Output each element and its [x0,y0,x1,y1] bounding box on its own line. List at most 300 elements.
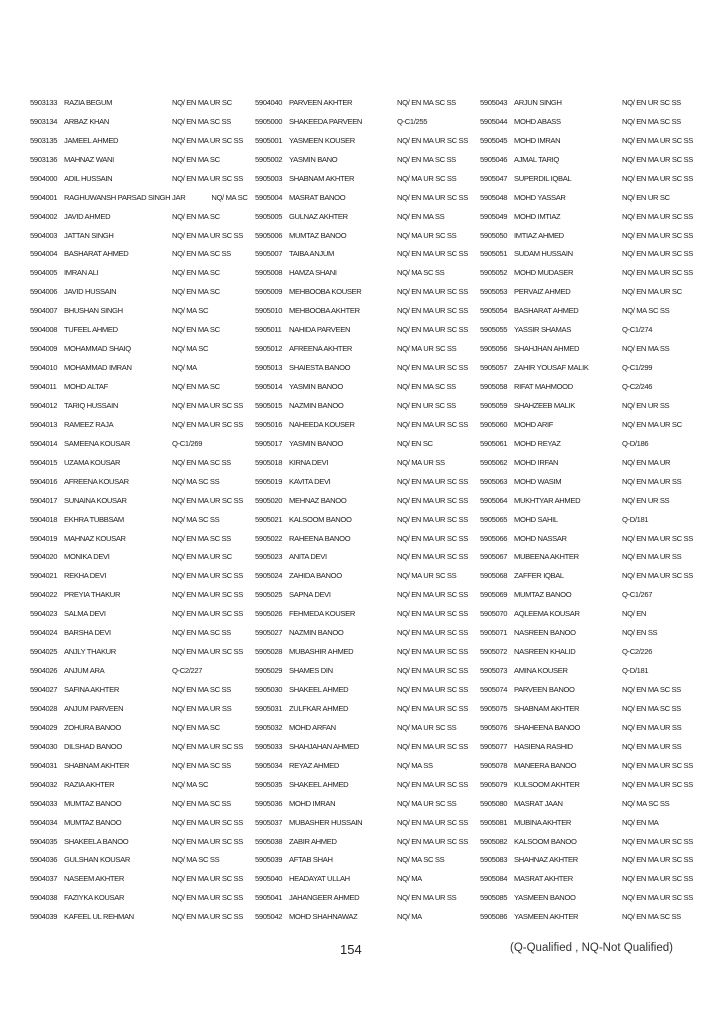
table-row [255,718,480,737]
result-column-2 [255,93,480,926]
table-row [30,510,255,529]
roll-number: 5904001 [30,192,58,202]
result-status: NQ/ EN MA UR SC SS [172,647,243,657]
candidate-name: KULSOOM AKHTER [514,779,580,789]
table-row [30,415,255,434]
result-status: NQ/ EN MA UR [622,457,671,467]
result-status: NQ/ EN MA UR SC SS [622,211,693,221]
roll-number: 5905050 [480,230,508,240]
candidate-name: MUMTAZ BANOO [289,230,347,240]
candidate-name: SHAKEEL AHMED [289,779,349,789]
candidate-name: KALSOOM BANOO [514,836,577,846]
roll-number: 5903134 [30,116,58,126]
table-row [255,93,480,112]
table-row [255,832,480,851]
result-status: NQ/ EN MA UR SC SS [622,836,693,846]
roll-number: 5905031 [255,703,283,713]
candidate-name: HEADAYAT ULLAH [289,874,350,884]
candidate-name: DILSHAD BANOO [64,741,122,751]
result-status: NQ/ EN MA UR SC SS [397,590,468,600]
roll-number: 5904011 [30,382,57,392]
table-row [480,794,705,813]
table-row [30,604,255,623]
candidate-name: MOHD ABASS [514,116,561,126]
table-row [255,263,480,282]
table-row [30,775,255,794]
result-status: NQ/ EN MA UR SC SS [172,874,243,884]
roll-number: 5905073 [480,666,508,676]
roll-number: 5903133 [30,97,58,107]
table-row [30,718,255,737]
result-status: NQ/ EN MA SC [172,154,220,164]
table-row [30,566,255,585]
result-status: NQ/ EN MA UR SS [397,893,457,903]
candidate-name: ANJUM ARA [64,666,105,676]
roll-number: 5904018 [30,514,58,524]
candidate-name: TARIQ HUSSAIN [64,400,118,410]
candidate-name: NASREEN KHALID [514,647,576,657]
roll-number: 5904031 [30,760,58,770]
table-row [30,680,255,699]
result-status: Q-D/181 [622,666,649,676]
result-status: NQ/ EN MA UR SC SS [622,533,693,543]
candidate-name: UZAMA KOUSAR [64,457,121,467]
result-status: NQ/ MA UR SC SS [397,722,457,732]
result-status: NQ/ EN MA UR SC SS [172,419,243,429]
result-status: NQ/ EN MA UR SC SS [397,192,468,202]
table-row [480,396,705,415]
table-row [30,869,255,888]
candidate-name: PARVEEN AKHTER [289,97,353,107]
roll-number: 5903135 [30,135,58,145]
result-status: NQ/ EN MA UR SC SS [622,249,693,259]
roll-number: 5905075 [480,703,508,713]
roll-number: 5904039 [30,912,58,922]
result-status: NQ/ MA [397,874,422,884]
result-status: NQ/ EN MA UR SC SS [172,173,243,183]
roll-number: 5904027 [30,685,58,695]
result-status: NQ/ EN MA UR SC SS [172,571,243,581]
result-status: NQ/ EN MA SC SS [172,116,231,126]
table-row [480,566,705,585]
candidate-name: SHAHNAZ AKHTER [514,855,578,865]
candidate-name: MUMTAZ BANOO [64,817,122,827]
table-row [255,453,480,472]
result-status: NQ/ EN MA SC SS [622,912,681,922]
table-row [255,888,480,907]
roll-number: 5905019 [255,476,283,486]
roll-number: 5905040 [255,874,283,884]
table-row [255,585,480,604]
roll-number: 5904020 [30,552,58,562]
candidate-name: FAZIYKA KOUSAR [64,893,125,903]
table-row [480,282,705,301]
result-status: NQ/ MA UR SS [397,457,445,467]
table-row [30,377,255,396]
roll-number: 5905058 [480,382,508,392]
roll-number: 5905074 [480,685,508,695]
roll-number: 5905035 [255,779,283,789]
result-status: Q-C2/246 [622,382,653,392]
roll-number: 5905061 [480,438,508,448]
candidate-name: ANJUM PARVEEN [64,703,124,713]
result-status: NQ/ EN MA UR SC SS [622,874,693,884]
roll-number: 5905046 [480,154,508,164]
result-status: NQ/ EN MA UR SC SS [622,571,693,581]
table-row [480,813,705,832]
table-row [255,566,480,585]
result-status: NQ/ EN MA UR SS [622,741,682,751]
candidate-name: YASSIR SHAMAS [514,325,571,335]
table-row [480,604,705,623]
result-status: NQ/ EN MA UR SC SS [397,135,468,145]
result-status: NQ/ EN MA UR SC SS [397,325,468,335]
result-status: NQ/ EN MA UR SC SS [397,609,468,619]
result-status: NQ/ EN MA UR SS [172,703,232,713]
result-column-3 [480,93,705,926]
candidate-name: BASHARAT AHMED [514,306,579,316]
candidate-name: MASRAT JAAN [514,798,563,808]
result-status: NQ/ EN MA UR SC SS [397,703,468,713]
roll-number: 5905025 [255,590,283,600]
result-status: NQ/ EN SC [397,438,433,448]
candidate-name: MOHD ALTAF [64,382,108,392]
roll-number: 5905044 [480,116,508,126]
candidate-name: AMINA KOUSER [514,666,568,676]
candidate-name: EKHRA TUBBSAM [64,514,124,524]
candidate-name: MOHD WASIM [514,476,562,486]
candidate-name: SHAMES DIN [289,666,333,676]
roll-number: 5905029 [255,666,283,676]
candidate-name: MEHBOOBA AKHTER [289,306,360,316]
roll-number: 5904028 [30,703,58,713]
candidate-name: ZAFFER IQBAL [514,571,564,581]
roll-number: 5904007 [30,306,58,316]
table-row [255,737,480,756]
result-status: NQ/ EN MA UR SC SS [397,495,468,505]
roll-number: 5904033 [30,798,58,808]
table-row [30,320,255,339]
result-status: NQ/ MA SC [172,344,209,354]
result-status: NQ/ EN MA UR SC SS [397,306,468,316]
table-row [255,756,480,775]
roll-number: 5904019 [30,533,58,543]
result-status: NQ/ EN MA UR SC SS [397,836,468,846]
roll-number: 5905039 [255,855,283,865]
candidate-name: RAMEEZ RAJA [64,419,114,429]
result-status: NQ/ EN MA SC SS [172,798,231,808]
result-status: NQ/ EN MA UR SC SS [172,817,243,827]
table-row [255,112,480,131]
table-row [480,358,705,377]
roll-number: 5905008 [255,268,283,278]
candidate-name: SUPERDIL IQBAL [514,173,572,183]
result-status: NQ/ EN MA SC SS [622,116,681,126]
table-row [30,434,255,453]
table-row [480,263,705,282]
result-status: NQ/ EN MA SC SS [397,382,456,392]
table-row [480,529,705,548]
table-row [255,623,480,642]
roll-number: 5905016 [255,419,283,429]
roll-number: 5905079 [480,779,508,789]
candidate-name: TAIBA ANJUM [289,249,334,259]
result-status: Q-C1/269 [172,438,203,448]
table-row [30,548,255,567]
candidate-name: NAHIDA PARVEEN [289,325,351,335]
roll-number: 5903136 [30,154,58,164]
roll-number: 5904021 [30,571,58,581]
result-status: NQ/ EN MA UR SC SS [622,760,693,770]
roll-number: 5905015 [255,400,283,410]
candidate-name: MOHD IRFAN [514,457,559,467]
roll-number: 5904002 [30,211,58,221]
candidate-name: NAZMIN BANOO [289,400,344,410]
roll-number: 5905024 [255,571,283,581]
roll-number: 5904008 [30,325,58,335]
candidate-name: IMTIAZ AHMED [514,230,564,240]
roll-number: 5904015 [30,457,58,467]
candidate-name: JAVID AHMED [64,211,111,221]
roll-number: 5905059 [480,400,508,410]
roll-number: 5904012 [30,400,58,410]
roll-number: 5905052 [480,268,508,278]
roll-number: 5904032 [30,779,58,789]
result-status: NQ/ MA SC SS [172,514,220,524]
roll-number: 5905017 [255,438,283,448]
table-row [255,150,480,169]
result-status: NQ/ EN MA UR SC SS [397,741,468,751]
candidate-name: REKHA DEVI [64,571,107,581]
roll-number: 5904009 [30,344,58,354]
table-row [255,813,480,832]
candidate-name: JAMEEL AHMED [64,135,119,145]
roll-number: 5905005 [255,211,283,221]
table-row [30,794,255,813]
candidate-name: PARVEEN BANOO [514,685,575,695]
candidate-name: MOHD IMTIAZ [514,211,561,221]
table-row [480,851,705,870]
result-status: Q-D/181 [622,514,649,524]
roll-number: 5905066 [480,533,508,543]
candidate-name: NAZMIN BANOO [289,628,344,638]
table-row [255,642,480,661]
table-row [30,358,255,377]
result-status: NQ/ EN MA SC SS [622,685,681,695]
candidate-name: NAHEEDA KOUSER [289,419,355,429]
roll-number: 5904017 [30,495,58,505]
roll-number: 5905068 [480,571,508,581]
result-status: NQ/ EN MA SC [172,268,220,278]
result-status: NQ/ EN MA SS [622,344,670,354]
result-status: NQ/ EN MA UR SC SS [622,779,693,789]
result-status: NQ/ EN MA SC SS [172,457,231,467]
table-row [30,131,255,150]
roll-number: 5905037 [255,817,283,827]
result-status: Q-C1/255 [397,116,428,126]
candidate-name: ADIL HUSSAIN [64,173,113,183]
roll-number: 5904025 [30,647,58,657]
result-status: NQ/ EN MA SC SS [172,760,231,770]
roll-number: 5905002 [255,154,283,164]
candidate-name: TUFEEL AHMED [64,325,118,335]
candidate-name: MUBEENA AKHTER [514,552,579,562]
roll-number: 5905012 [255,344,283,354]
roll-number: 5904013 [30,419,58,429]
roll-number: 5905057 [480,363,508,373]
candidate-name: MUBASHIR AHMED [289,647,354,657]
table-row [30,699,255,718]
result-status: NQ/ MA SC [172,306,209,316]
result-status: NQ/ MA UR SC SS [397,798,457,808]
table-row [30,396,255,415]
roll-number: 5904005 [30,268,58,278]
roll-number: 5905041 [255,893,283,903]
candidate-name: BASHARAT AHMED [64,249,129,259]
result-status: NQ/ EN MA SC SS [172,628,231,638]
roll-number: 5905000 [255,116,283,126]
candidate-name: RAGHUWANSH PARSAD SINGH JAR [64,192,186,202]
candidate-name: SHAKEELA BANOO [64,836,129,846]
table-row [30,112,255,131]
result-status: NQ/ EN MA UR SC SS [397,287,468,297]
result-status: NQ/ EN MA UR SC SS [172,135,243,145]
candidate-name: BARSHA DEVI [64,628,111,638]
roll-number: 5905045 [480,135,508,145]
table-row [480,491,705,510]
table-row [255,169,480,188]
candidate-name: MONIKA DEVI [64,552,110,562]
table-row [480,207,705,226]
roll-number: 5905054 [480,306,508,316]
table-row [480,301,705,320]
candidate-name: MASRAT BANOO [289,192,346,202]
roll-number: 5905080 [480,798,508,808]
roll-number: 5905018 [255,457,283,467]
roll-number: 5905009 [255,287,283,297]
candidate-name: MOHD SHAHNAWAZ [289,912,358,922]
candidate-name: SHAHZEEB MALIK [514,400,575,410]
candidate-name: YASMEEN KOUSER [289,135,355,145]
roll-number: 5905086 [480,912,508,922]
table-row [30,150,255,169]
candidate-name: SAPNA DEVI [289,590,331,600]
candidate-name: ANITA DEVI [289,552,327,562]
candidate-name: SAMEENA KOUSAR [64,438,130,448]
candidate-name: SHAHJAHAN AHMED [289,741,359,751]
candidate-name: MOHD ARFAN [289,722,336,732]
table-row [255,472,480,491]
table-row [255,320,480,339]
roll-number: 5905062 [480,457,508,467]
candidate-name: MOHD IMRAN [289,798,336,808]
table-row [255,604,480,623]
roll-number: 5905056 [480,344,508,354]
table-row [480,150,705,169]
result-status: NQ/ EN MA UR SS [622,722,682,732]
result-status: NQ/ MA UR SC SS [397,173,457,183]
candidate-name: YASMEEN BANOO [514,893,576,903]
candidate-name: SUNAINA KOUSAR [64,495,127,505]
result-status: NQ/ MA UR SC SS [397,571,457,581]
candidate-name: MUMTAZ BANOO [64,798,122,808]
table-row [480,188,705,207]
result-status: Q-D/186 [622,438,649,448]
candidate-name: SALMA DEVI [64,609,106,619]
roll-number: 5905063 [480,476,508,486]
result-status: NQ/ EN MA UR SC SS [397,552,468,562]
table-row [480,320,705,339]
candidate-name: MOHD MUDASER [514,268,574,278]
candidate-name: RAHEENA BANOO [289,533,351,543]
result-status: NQ/ EN SS [622,628,658,638]
result-status: NQ/ EN MA SC SS [622,703,681,713]
table-row [30,529,255,548]
table-row [480,869,705,888]
table-row [30,851,255,870]
result-status: Q-C2/227 [172,666,203,676]
table-row [480,339,705,358]
roll-number: 5904036 [30,855,58,865]
table-row [255,775,480,794]
candidate-name: GULSHAN KOUSAR [64,855,130,865]
roll-number: 5905078 [480,760,508,770]
table-row [255,529,480,548]
table-row [30,491,255,510]
candidate-name: ANJLY THAKUR [64,647,116,657]
result-status: Q-C2/226 [622,647,653,657]
result-status: NQ/ EN MA UR SC SS [397,476,468,486]
candidate-name: JAVID HUSSAIN [64,287,117,297]
table-row [480,434,705,453]
table-row [255,434,480,453]
table-row [255,301,480,320]
roll-number: 5904022 [30,590,58,600]
roll-number: 5905067 [480,552,508,562]
candidate-name: BHUSHAN SINGH [64,306,123,316]
result-status: NQ/ EN MA SC [172,287,220,297]
roll-number: 5905011 [255,325,282,335]
roll-number: 5905007 [255,249,283,259]
roll-number: 5905032 [255,722,283,732]
result-status: NQ/ EN UR SS [622,495,670,505]
result-status: NQ/ EN MA UR SC SS [397,419,468,429]
table-row [480,718,705,737]
table-row [480,415,705,434]
table-row [255,396,480,415]
table-row [255,358,480,377]
result-status: NQ/ EN MA SC [172,722,220,732]
result-status: NQ/ MA SC SS [622,306,670,316]
table-row [255,699,480,718]
table-row [30,453,255,472]
roll-number: 5905023 [255,552,283,562]
candidate-name: MOHD NASSAR [514,533,567,543]
result-status: NQ/ EN UR SC [622,192,670,202]
result-status: NQ/ EN MA UR SC [622,419,682,429]
roll-number: 5905033 [255,741,283,751]
candidate-name: RAZIA AKHTER [64,779,115,789]
result-status: NQ/ EN MA UR SC SS [172,230,243,240]
table-row [255,188,480,207]
roll-number: 5905051 [480,249,508,259]
roll-number: 5905065 [480,514,508,524]
table-row [480,453,705,472]
candidate-name: SHABNAM AKHTER [64,760,130,770]
result-status: NQ/ EN MA UR SC SS [172,741,243,751]
candidate-name: PERVAIZ AHMED [514,287,571,297]
result-status: NQ/ EN UR SC SS [622,97,681,107]
